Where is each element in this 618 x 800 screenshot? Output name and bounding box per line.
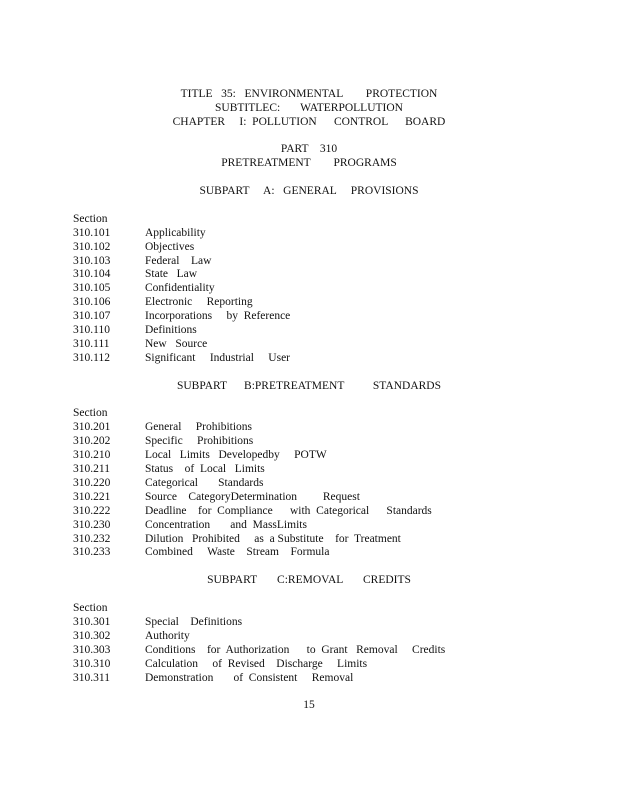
section-number: 310.222 <box>73 505 111 517</box>
section-title: General Prohibitions <box>145 421 252 433</box>
section-column-label: Section <box>73 602 108 614</box>
section-number: 310.106 <box>73 296 111 308</box>
section-number: 310.202 <box>73 435 111 447</box>
section-title: Definitions <box>145 324 197 336</box>
section-title: Local Limits Developedby POTW <box>145 449 327 461</box>
section-number: 310.112 <box>73 352 110 364</box>
section-title: Authority <box>145 630 190 642</box>
section-number: 310.111 <box>73 338 110 350</box>
section-number: 310.232 <box>73 533 111 545</box>
section-number: 310.221 <box>73 491 111 503</box>
section-number: 310.105 <box>73 282 111 294</box>
section-number: 310.107 <box>73 310 111 322</box>
section-number: 310.230 <box>73 519 111 531</box>
subpart-b-heading: SUBPART B:PRETREATMENT STANDARDS <box>176 380 441 392</box>
section-title: Special Definitions <box>145 616 243 628</box>
section-number: 310.210 <box>73 449 111 461</box>
section-title: Dilution Prohibited as a Substitute for Treatment <box>145 533 401 545</box>
page-number: 15 <box>303 699 315 711</box>
section-title: Incorporations by Reference <box>145 310 291 322</box>
section-number: 310.302 <box>73 630 111 642</box>
chapter-line: CHAPTER I: POLLUTION CONTROL BOARD <box>172 116 446 128</box>
section-title: New Source <box>145 338 208 350</box>
section-title: Source CategoryDetermination Request <box>145 491 360 503</box>
section-title: Specific Prohibitions <box>145 435 254 447</box>
subtitle-line: SUBTITLEC: WATERPOLLUTION <box>215 102 403 114</box>
section-title: Applicability <box>145 227 206 239</box>
section-title: Concentration and MassLimits <box>145 519 307 531</box>
title-line: TITLE 35: ENVIRONMENTAL PROTECTION <box>180 88 438 100</box>
section-title: Conditions for Authorization to Grant Removal Credits <box>145 644 446 656</box>
section-title: Electronic Reporting <box>145 296 253 308</box>
part-name: PRETREATMENT PROGRAMS <box>221 157 397 169</box>
section-number: 310.211 <box>73 463 110 475</box>
section-number: 310.110 <box>73 324 110 336</box>
section-number: 310.310 <box>73 658 111 670</box>
section-number: 310.220 <box>73 477 111 489</box>
section-title: Categorical Standards <box>145 477 264 489</box>
section-title: Combined Waste Stream Formula <box>145 546 330 558</box>
section-title: Confidentiality <box>145 282 215 294</box>
section-number: 310.303 <box>73 644 111 656</box>
subpart-c-heading: SUBPART C:REMOVAL CREDITS <box>207 574 411 586</box>
part-number: PART 310 <box>280 143 338 155</box>
section-number: 310.103 <box>73 255 111 267</box>
section-number: 310.233 <box>73 546 111 558</box>
section-number: 310.201 <box>73 421 111 433</box>
section-title: Demonstration of Consistent Removal <box>145 672 354 684</box>
section-title: State Law <box>145 268 198 280</box>
section-column-label: Section <box>73 213 108 225</box>
section-number: 310.102 <box>73 241 111 253</box>
section-number: 310.101 <box>73 227 111 239</box>
section-number: 310.104 <box>73 268 111 280</box>
section-title: Status of Local Limits <box>145 463 265 475</box>
section-title: Significant Industrial User <box>145 352 291 364</box>
section-title: Federal Law <box>145 255 212 267</box>
section-number: 310.311 <box>73 672 110 684</box>
section-column-label: Section <box>73 407 108 419</box>
subpart-a-heading: SUBPART A: GENERAL PROVISIONS <box>199 185 419 197</box>
section-title: Objectives <box>145 241 195 253</box>
section-title: Calculation of Revised Discharge Limits <box>145 658 368 670</box>
section-title: Deadline for Compliance with Categorical Standards <box>145 505 432 517</box>
section-number: 310.301 <box>73 616 111 628</box>
